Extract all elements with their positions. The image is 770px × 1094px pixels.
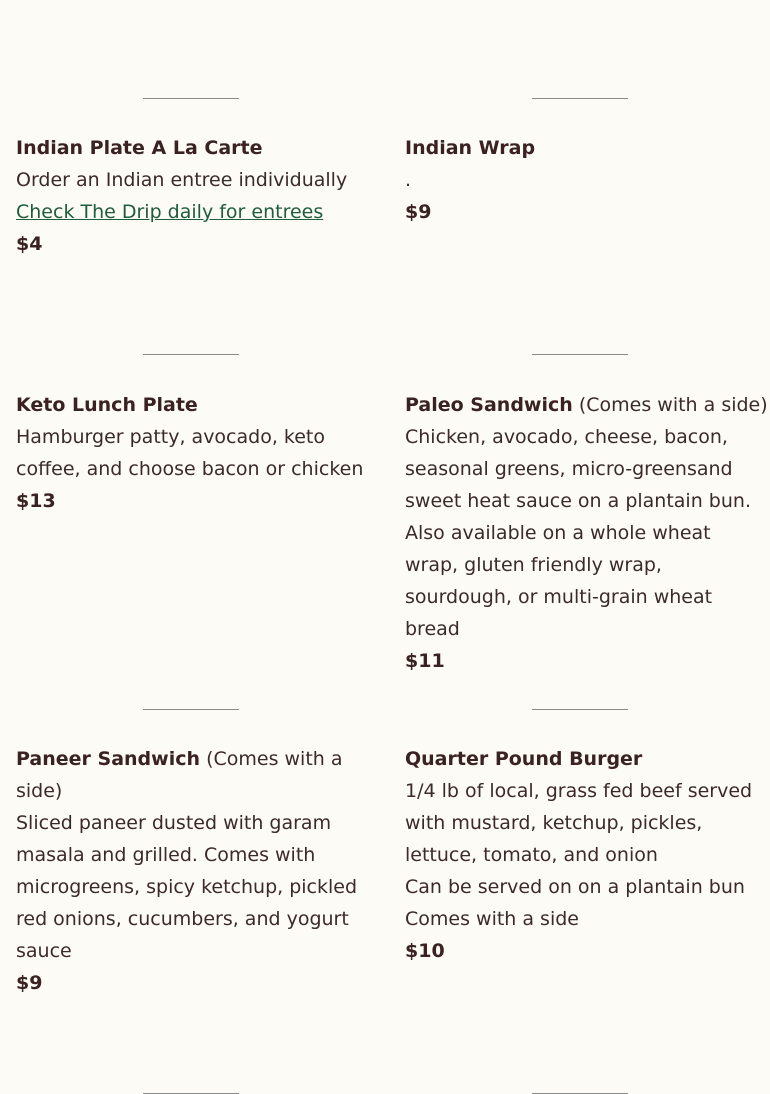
menu-item-description: sweet heat sauce on a plantain bun. (405, 490, 751, 512)
menu-item-description: with mustard, ketchup, pickles, (405, 812, 703, 834)
menu-divider (143, 709, 239, 710)
menu-item-paneer-sandwich (16, 743, 361, 999)
menu-item-note: (Comes with a (206, 748, 343, 770)
menu-item-quarter-pound-burger (405, 743, 753, 967)
menu-item-description: bread (405, 618, 460, 640)
menu-item-price: $13 (16, 490, 56, 512)
menu-item-description: Also available on a whole wheat (405, 522, 711, 544)
menu-item-description: Hamburger patty, avocado, keto (16, 426, 326, 448)
menu-item-indian-wrap (405, 132, 750, 228)
menu-item-description: 1/4 lb of local, grass fed beef served (405, 780, 753, 802)
menu-item-description: wrap, gluten friendly wrap, (405, 554, 662, 576)
menu-item-description: coffee, and choose bacon or chicken (16, 458, 364, 480)
menu-item-note: side) (16, 780, 63, 802)
menu-item-description: Chicken, avocado, cheese, bacon, (405, 426, 728, 448)
menu-divider (532, 354, 628, 355)
menu-divider (532, 709, 628, 710)
menu-item-paleo-sandwich (405, 389, 768, 677)
menu-item-price: $4 (16, 233, 43, 255)
menu-item-description: masala and grilled. Comes with (16, 844, 316, 866)
menu-item-note: (Comes with a side) (578, 394, 768, 416)
menu-item-description: Sliced paneer dusted with garam (16, 812, 332, 834)
menu-item-title: Quarter Pound Burger (405, 748, 643, 770)
menu-divider (143, 98, 239, 99)
menu-item-description: Can be served on on a plantain bun (405, 876, 745, 898)
menu-item-description: Order an Indian entree individually (16, 169, 348, 191)
menu-item-title: Paleo Sandwich (405, 394, 573, 416)
menu-divider (532, 98, 628, 99)
menu-item-price: $10 (405, 940, 445, 962)
menu-item-price: $11 (405, 650, 445, 672)
menu-item-description: seasonal greens, micro-greensand (405, 458, 733, 480)
menu-item-description: Comes with a side (405, 908, 579, 930)
menu-item-description: microgreens, spicy ketchup, pickled (16, 876, 358, 898)
menu-divider (143, 354, 239, 355)
menu-item-description: . (405, 169, 412, 191)
menu-item-indian-plate (16, 132, 361, 260)
menu-item-description: sauce (16, 940, 72, 962)
menu-item-keto-lunch-plate (16, 389, 364, 517)
menu-item-title: Keto Lunch Plate (16, 394, 198, 416)
menu-item-description: red onions, cucumbers, and yogurt (16, 908, 349, 930)
menu-item-description: sourdough, or multi-grain wheat (405, 586, 713, 608)
menu-item-title: Paneer Sandwich (16, 748, 201, 770)
check-the-drip-link[interactable]: Check The Drip daily for entrees (16, 201, 324, 223)
menu-item-description: lettuce, tomato, and onion (405, 844, 658, 866)
menu-item-price: $9 (16, 972, 43, 994)
menu-item-title: Indian Wrap (405, 137, 536, 159)
menu-item-price: $9 (405, 201, 432, 223)
menu-item-title: Indian Plate A La Carte (16, 137, 263, 159)
